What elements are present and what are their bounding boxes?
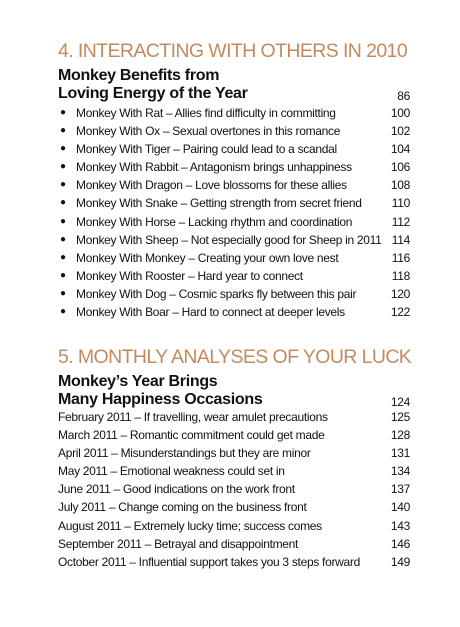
toc-entry-page: 125 — [390, 410, 410, 424]
toc-entry-page: 118 — [391, 268, 410, 283]
toc-entry-text: Monkey With Dog – Cosmic sparks fly between this pair — [76, 286, 357, 301]
toc-entry — [58, 249, 410, 267]
section-5-list — [58, 408, 410, 571]
toc-entry — [58, 426, 410, 444]
toc-entry-text: Monkey With Sheep – Not especially good for Sheep in 2011 — [76, 232, 382, 247]
bullet-icon: ● — [60, 161, 66, 173]
section-5-subtitle-text: Many Happiness Occasions — [58, 391, 263, 408]
bullet-icon: ● — [60, 125, 66, 137]
toc-entry-page: 140 — [390, 500, 410, 515]
toc-entry — [58, 213, 410, 231]
toc-entry-text: Monkey With Horse – Lacking rhythm and coordination — [76, 214, 353, 229]
toc-entry — [58, 408, 410, 426]
section-4-subtitle-line1: Monkey Benefits from — [58, 67, 220, 84]
toc-entry-page: 120 — [390, 286, 410, 301]
toc-entry — [58, 104, 410, 122]
bullet-icon: ● — [60, 269, 66, 281]
toc-entry-text: March 2011 – Romantic commitment could get made — [58, 428, 325, 443]
toc-entry — [58, 303, 410, 321]
section-4-subtitle-page: 86 — [397, 89, 410, 103]
toc-entry-page: 112 — [391, 214, 410, 229]
toc-entry-text: Monkey With Dragon – Love blossoms for these allies — [76, 178, 347, 193]
toc-entry-page: 122 — [390, 305, 410, 320]
section-4-list — [58, 104, 410, 321]
toc-entry-page: 134 — [390, 464, 410, 479]
toc-entry-page: 102 — [390, 124, 410, 139]
section-4-title: 4. INTERACTING WITH OTHERS IN 2010 — [58, 40, 408, 62]
toc-entry — [58, 140, 410, 158]
toc-entry-page: 137 — [390, 482, 410, 497]
toc-entry-text: Monkey With Rabbit – Antagonism brings unhappiness — [76, 160, 352, 175]
toc-entry-page: 108 — [390, 178, 410, 193]
toc-entry-page: 143 — [390, 518, 410, 533]
toc-entry — [58, 194, 410, 212]
toc-entry-page: 116 — [391, 250, 410, 265]
toc-entry — [58, 231, 410, 249]
toc-entry — [58, 176, 410, 194]
toc-entry — [58, 462, 410, 480]
toc-entry-text: Monkey With Ox – Sexual overtones in this romance — [76, 124, 341, 139]
bullet-icon: ● — [60, 143, 66, 155]
section-5-subtitle-line1: Monkey’s Year Brings — [58, 373, 218, 390]
section-5-subtitle-line2 — [58, 390, 410, 410]
bullet-icon: ● — [60, 179, 66, 191]
toc-entry — [58, 535, 410, 553]
toc-entry-text: July 2011 – Change coming on the business front — [58, 500, 307, 515]
toc-entry-page: 104 — [390, 142, 410, 157]
toc-entry-page: 110 — [391, 196, 410, 211]
toc-entry — [58, 122, 410, 140]
toc-entry-text: September 2011 – Betrayal and disappointment — [58, 536, 299, 551]
toc-entry-page: 131 — [390, 446, 410, 461]
toc-entry-page: 106 — [390, 160, 410, 175]
toc-entry-text: June 2011 – Good indications on the work front — [58, 482, 295, 497]
toc-entry-text: October 2011 – Influential support takes you 3 steps forward — [58, 554, 360, 569]
bullet-icon: ● — [60, 233, 66, 245]
toc-entry — [58, 158, 410, 176]
bullet-icon: ● — [60, 215, 66, 227]
toc-entry — [58, 444, 410, 462]
section-5-title: 5. MONTHLY ANALYSES OF YOUR LUCK — [58, 346, 412, 368]
bullet-icon: ● — [60, 306, 66, 318]
toc-entry-text: May 2011 – Emotional weakness could set in — [58, 464, 285, 479]
toc-entry-text: Monkey With Rooster – Hard year to connect — [76, 268, 303, 283]
bullet-icon: ● — [60, 251, 66, 263]
toc-entry — [58, 553, 410, 571]
toc-entry-page: 149 — [390, 554, 410, 569]
toc-entry-text: August 2011 – Extremely lucky time; success comes — [58, 518, 322, 533]
toc-entry-text: Monkey With Snake – Getting strength from secret friend — [76, 196, 362, 211]
section-5-subtitle-page: 124 — [390, 395, 410, 409]
section-4-subtitle-line2 — [58, 84, 410, 104]
toc-entry-text: April 2011 – Misunderstandings but they are minor — [58, 446, 311, 461]
toc-entry — [58, 480, 410, 498]
toc-entry — [58, 267, 410, 285]
toc-entry-text: Monkey With Boar – Hard to connect at deeper levels — [76, 305, 345, 320]
toc-entry-text: Monkey With Monkey – Creating your own love nest — [76, 250, 339, 265]
section-4-subtitle-text: Loving Energy of the Year — [58, 85, 248, 102]
bullet-icon: ● — [60, 287, 66, 299]
bullet-icon: ● — [60, 107, 66, 118]
toc-entry — [58, 498, 410, 516]
toc-entry-text: February 2011 – If travelling, wear amulet precautions — [58, 410, 328, 424]
toc-entry-text: Monkey With Rat – Allies find difficulty in committing — [76, 106, 336, 120]
toc-entry — [58, 517, 410, 535]
toc-entry — [58, 285, 410, 303]
toc-entry-page: 146 — [390, 536, 410, 551]
bullet-icon: ● — [60, 197, 66, 209]
toc-entry-page: 100 — [390, 106, 410, 120]
toc-entry-text: Monkey With Tiger – Pairing could lead to a scandal — [76, 142, 337, 157]
toc-entry-page: 114 — [391, 232, 410, 247]
toc-entry-page: 128 — [390, 428, 410, 443]
